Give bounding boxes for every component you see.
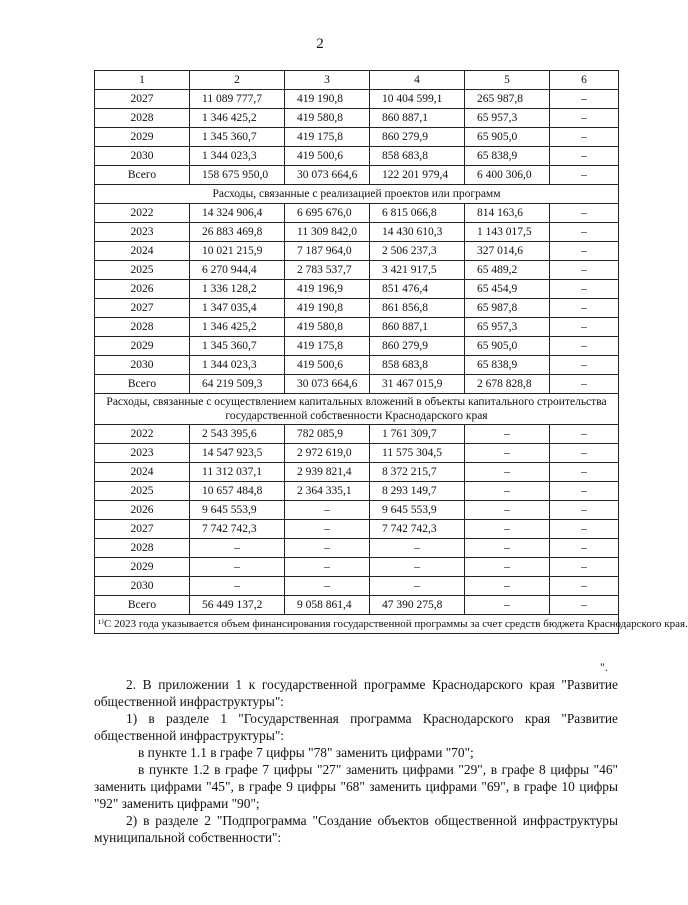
table-row [95, 166, 619, 185]
closing-quote: ". [600, 660, 608, 674]
value-cell: 14 547 923,5 [190, 444, 285, 463]
year-cell: Всего [95, 166, 190, 185]
value-cell: – [285, 520, 370, 539]
value-cell: 8 372 215,7 [370, 463, 465, 482]
value-cell: 782 085,9 [285, 425, 370, 444]
footnote-text: ¹⁾С 2023 года указывается объем финансирования государственной программы за счет средств бюджета Краснодарского края. [95, 615, 619, 634]
value-cell: – [550, 299, 619, 318]
value-cell: – [465, 425, 550, 444]
table-row [95, 539, 619, 558]
value-cell: – [550, 577, 619, 596]
value-cell: 2 543 395,6 [190, 425, 285, 444]
value-cell: 8 293 149,7 [370, 482, 465, 501]
value-cell: 11 312 037,1 [190, 463, 285, 482]
value-cell: 3 421 917,5 [370, 261, 465, 280]
value-cell: 419 190,8 [285, 90, 370, 109]
value-cell: – [550, 337, 619, 356]
year-cell: 2028 [95, 109, 190, 128]
column-header: 3 [285, 71, 370, 90]
table-body [95, 90, 688, 634]
value-cell: 419 500,6 [285, 356, 370, 375]
value-cell: – [465, 444, 550, 463]
value-cell: 11 575 304,5 [370, 444, 465, 463]
table-header-row [95, 71, 619, 90]
value-cell: – [465, 558, 550, 577]
value-cell: – [190, 539, 285, 558]
year-cell: 2030 [95, 577, 190, 596]
value-cell: – [285, 501, 370, 520]
value-cell: – [370, 577, 465, 596]
footnote-row [95, 615, 619, 634]
value-cell: 814 163,6 [465, 204, 550, 223]
table-row [95, 482, 619, 501]
value-cell: 30 073 664,6 [285, 375, 370, 394]
section-heading: Расходы, связанные с реализацией проектов или программ [95, 185, 619, 204]
year-cell: Всего [95, 596, 190, 615]
value-cell: 1 344 023,3 [190, 356, 285, 375]
value-cell: – [550, 280, 619, 299]
value-cell: – [550, 90, 619, 109]
value-cell: 419 580,8 [285, 109, 370, 128]
table-row [95, 558, 619, 577]
value-cell: – [550, 375, 619, 394]
value-cell: – [285, 558, 370, 577]
value-cell: 7 742 742,3 [190, 520, 285, 539]
section-heading-row [95, 394, 619, 425]
value-cell: 419 196,9 [285, 280, 370, 299]
amendment-paragraph: 2. В приложении 1 к государственной программе Краснодарского края "Развитие общественной инфраструктуры": [94, 677, 618, 709]
column-header: 2 [190, 71, 285, 90]
table-row [95, 261, 619, 280]
value-cell: 7 742 742,3 [370, 520, 465, 539]
amendment-paragraph: в пункте 1.2 в графе 7 цифры "27" заменить цифрами "29", в графе 8 цифры "46" заменить цифрами "45", в графе 9 цифры "68" заменить цифрами "69", в графе 10 цифры "92" заменить цифрами "90"; [94, 762, 618, 811]
year-cell: 2030 [95, 147, 190, 166]
value-cell: 851 476,4 [370, 280, 465, 299]
value-cell: 64 219 509,3 [190, 375, 285, 394]
value-cell: 47 390 275,8 [370, 596, 465, 615]
value-cell: – [370, 539, 465, 558]
value-cell: – [550, 242, 619, 261]
column-header: 4 [370, 71, 465, 90]
value-cell: 861 856,8 [370, 299, 465, 318]
table-row [95, 501, 619, 520]
value-cell: 419 580,8 [285, 318, 370, 337]
year-cell: 2026 [95, 501, 190, 520]
value-cell: 10 021 215,9 [190, 242, 285, 261]
year-cell: 2025 [95, 261, 190, 280]
value-cell: 65 489,2 [465, 261, 550, 280]
value-cell: – [550, 109, 619, 128]
table-row [95, 375, 619, 394]
value-cell: – [190, 558, 285, 577]
value-cell: 1 347 035,4 [190, 299, 285, 318]
section-heading-row [95, 185, 619, 204]
value-cell: 2 939 821,4 [285, 463, 370, 482]
value-cell: 858 683,8 [370, 356, 465, 375]
value-cell: 1 143 017,5 [465, 223, 550, 242]
amendment-paragraph: 1) в разделе 1 "Государственная программа Краснодарского края "Развитие общественной инфраструктуры": [94, 711, 618, 743]
value-cell: 419 500,6 [285, 147, 370, 166]
value-cell: – [550, 520, 619, 539]
value-cell: 1 346 425,2 [190, 318, 285, 337]
value-cell: 65 957,3 [465, 109, 550, 128]
year-cell: 2028 [95, 318, 190, 337]
table-row [95, 520, 619, 539]
value-cell: 65 838,9 [465, 147, 550, 166]
table-row [95, 596, 619, 615]
section-heading: Расходы, связанные с осуществлением капитальных вложений в объекты капитального строительства государственной собственности Краснодарского края [95, 394, 619, 425]
value-cell: 10 404 599,1 [370, 90, 465, 109]
value-cell: 65 987,8 [465, 299, 550, 318]
year-cell: 2027 [95, 520, 190, 539]
value-cell: – [550, 463, 619, 482]
value-cell: – [465, 577, 550, 596]
year-cell: 2028 [95, 539, 190, 558]
value-cell: – [550, 425, 619, 444]
value-cell: 2 972 619,0 [285, 444, 370, 463]
value-cell: 30 073 664,6 [285, 166, 370, 185]
table-row [95, 337, 619, 356]
column-header: 6 [550, 71, 619, 90]
value-cell: 11 089 777,7 [190, 90, 285, 109]
value-cell: – [550, 356, 619, 375]
year-cell: 2027 [95, 90, 190, 109]
budget-table [94, 70, 688, 634]
amendment-paragraph: в пункте 1.1 в графе 7 цифры "78" заменить цифрами "70"; [138, 745, 474, 760]
year-cell: 2030 [95, 356, 190, 375]
year-cell: 2024 [95, 242, 190, 261]
value-cell: 860 279,9 [370, 128, 465, 147]
value-cell: – [550, 223, 619, 242]
table-row [95, 577, 619, 596]
table-row [95, 147, 619, 166]
value-cell: – [465, 482, 550, 501]
year-cell: 2024 [95, 463, 190, 482]
value-cell: – [285, 539, 370, 558]
year-cell: 2029 [95, 558, 190, 577]
value-cell: – [465, 539, 550, 558]
value-cell: 860 887,1 [370, 109, 465, 128]
value-cell: 860 279,9 [370, 337, 465, 356]
year-cell: 2026 [95, 280, 190, 299]
value-cell: – [190, 577, 285, 596]
value-cell: 419 175,8 [285, 337, 370, 356]
value-cell: – [550, 558, 619, 577]
table-row [95, 128, 619, 147]
value-cell: – [550, 539, 619, 558]
value-cell: 7 187 964,0 [285, 242, 370, 261]
value-cell: 419 190,8 [285, 299, 370, 318]
year-cell: 2029 [95, 128, 190, 147]
value-cell: 9 645 553,9 [370, 501, 465, 520]
value-cell: 14 324 906,4 [190, 204, 285, 223]
value-cell: 1 345 360,7 [190, 128, 285, 147]
column-header: 5 [465, 71, 550, 90]
value-cell: 2 364 335,1 [285, 482, 370, 501]
table-row [95, 318, 619, 337]
page-number: 2 [316, 36, 324, 52]
value-cell: – [550, 147, 619, 166]
table-row [95, 109, 619, 128]
value-cell: 6 695 676,0 [285, 204, 370, 223]
value-cell: 65 957,3 [465, 318, 550, 337]
value-cell: 858 683,8 [370, 147, 465, 166]
value-cell: 65 905,0 [465, 128, 550, 147]
amendment-text [94, 676, 618, 846]
value-cell: 10 657 484,8 [190, 482, 285, 501]
value-cell: – [465, 501, 550, 520]
year-cell: 2023 [95, 444, 190, 463]
table-row [95, 299, 619, 318]
table-row [95, 463, 619, 482]
value-cell: – [550, 318, 619, 337]
value-cell: – [550, 128, 619, 147]
value-cell: 14 430 610,3 [370, 223, 465, 242]
value-cell: 327 014,6 [465, 242, 550, 261]
value-cell: – [550, 501, 619, 520]
table-row [95, 356, 619, 375]
year-cell: 2029 [95, 337, 190, 356]
value-cell: 26 883 469,8 [190, 223, 285, 242]
value-cell: 419 175,8 [285, 128, 370, 147]
table-row [95, 280, 619, 299]
value-cell: 11 309 842,0 [285, 223, 370, 242]
value-cell: – [550, 261, 619, 280]
year-cell: Всего [95, 375, 190, 394]
table-row [95, 90, 619, 109]
column-header: 1 [95, 71, 190, 90]
value-cell: – [465, 596, 550, 615]
value-cell: 6 815 066,8 [370, 204, 465, 223]
value-cell: 1 345 360,7 [190, 337, 285, 356]
value-cell: – [465, 463, 550, 482]
value-cell: 65 454,9 [465, 280, 550, 299]
table-row [95, 242, 619, 261]
value-cell: 2 506 237,3 [370, 242, 465, 261]
year-cell: 2027 [95, 299, 190, 318]
value-cell: – [370, 558, 465, 577]
table-row [95, 425, 619, 444]
value-cell: 56 449 137,2 [190, 596, 285, 615]
value-cell: – [550, 166, 619, 185]
value-cell: 158 675 950,0 [190, 166, 285, 185]
year-cell: 2023 [95, 223, 190, 242]
value-cell: 65 838,9 [465, 356, 550, 375]
value-cell: 122 201 979,4 [370, 166, 465, 185]
table-row [95, 204, 619, 223]
value-cell: 65 905,0 [465, 337, 550, 356]
value-cell: 1 761 309,7 [370, 425, 465, 444]
value-cell: 1 336 128,2 [190, 280, 285, 299]
value-cell: – [550, 444, 619, 463]
value-cell: 6 400 306,0 [465, 166, 550, 185]
value-cell: – [550, 596, 619, 615]
value-cell: 2 783 537,7 [285, 261, 370, 280]
year-cell: 2025 [95, 482, 190, 501]
value-cell: 6 270 944,4 [190, 261, 285, 280]
table-row [95, 444, 619, 463]
value-cell: 9 058 861,4 [285, 596, 370, 615]
value-cell: 9 645 553,9 [190, 501, 285, 520]
value-cell: 2 678 828,8 [465, 375, 550, 394]
value-cell: 1 344 023,3 [190, 147, 285, 166]
value-cell: – [285, 577, 370, 596]
value-cell: – [550, 482, 619, 501]
value-cell: 860 887,1 [370, 318, 465, 337]
year-cell: 2022 [95, 204, 190, 223]
table-row [95, 223, 619, 242]
amendment-paragraph: 2) в разделе 2 "Подпрограмма "Создание объектов общественной инфраструктуры муниципальной собственности": [94, 813, 618, 845]
value-cell: 31 467 015,9 [370, 375, 465, 394]
year-cell: 2022 [95, 425, 190, 444]
value-cell: – [465, 520, 550, 539]
value-cell: 1 346 425,2 [190, 109, 285, 128]
value-cell: 265 987,8 [465, 90, 550, 109]
value-cell: – [550, 204, 619, 223]
